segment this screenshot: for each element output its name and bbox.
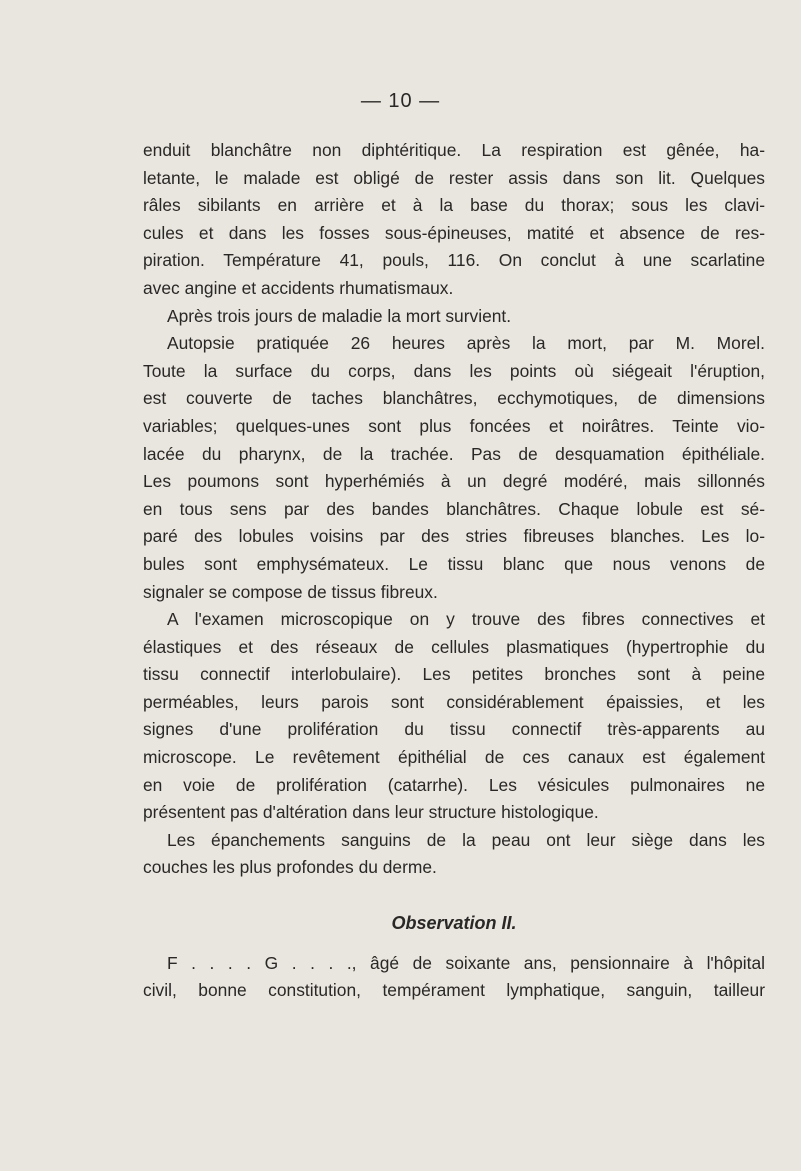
body-text [143, 137, 765, 1005]
text-line: Les épanchements sanguins de la peau ont leur siège dans les [167, 829, 765, 850]
paragraph [143, 606, 765, 827]
text-line: paré des lobules voisins par des stries fibreuses blanches. Les lo- [143, 526, 765, 547]
text-line: Autopsie pratiquée 26 heures après la mort, par M. Morel. [167, 333, 765, 354]
text-line: A l'examen microscopique on y trouve des fibres connectives et [167, 609, 765, 630]
text-line: Après trois jours de maladie la mort survient. [167, 305, 512, 326]
text-line: en voie de prolifération (catarrhe). Les vésicules pulmonaires ne [143, 774, 765, 795]
text-line: signes d'une prolifération du tissu connectif très-apparents au [143, 719, 765, 740]
text-line: Toute la surface du corps, dans les points où siégeait l'éruption, [143, 360, 765, 381]
text-line: signaler se compose de tissus fibreux. [143, 581, 438, 602]
paragraph [143, 330, 765, 606]
text-line: râles sibilants en arrière et à la base du thorax; sous les clavi- [143, 195, 765, 216]
text-line: lacée du pharynx, de la trachée. Pas de desquamation épithéliale. [143, 443, 765, 464]
text-line: cules et dans les fosses sous-épineuses, matité et absence de res- [143, 222, 765, 243]
text-line: couches les plus profondes du derme. [143, 857, 437, 878]
text-line: variables; quelques-unes sont plus foncées et noirâtres. Teinte vio- [143, 415, 765, 436]
paragraph [143, 303, 765, 331]
text-line: bules sont emphysémateux. Le tissu blanc que nous venons de [143, 553, 765, 574]
text-line: en tous sens par des bandes blanchâtres. Chaque lobule est sé- [143, 498, 765, 519]
observation-heading: Observation II. [391, 913, 517, 934]
text-line: avec angine et accidents rhumatismaux. [143, 277, 454, 298]
text-line: élastiques et des réseaux de cellules plasmatiques (hypertrophie du [143, 636, 765, 657]
paragraph [143, 137, 765, 303]
text-line: est couverte de taches blanchâtres, ecchymotiques, de dimensions [143, 388, 765, 409]
text-line: civil, bonne constitution, tempérament lymphatique, sanguin, tailleur [143, 980, 765, 1001]
paragraph [143, 827, 765, 882]
text-line: Les poumons sont hyperhémiés à un degré modéré, mais sillonnés [143, 471, 765, 492]
text-line: piration. Température 41, pouls, 116. On conclut à une scarlatine [143, 250, 765, 271]
text-line: microscope. Le revêtement épithélial de ces canaux est également [143, 747, 765, 768]
text-line: F . . . . G . . . ., âgé de soixante ans, pensionnaire à l'hôpital [167, 952, 765, 973]
text-line: perméables, leurs parois sont considérablement épaissies, et les [143, 691, 765, 712]
text-line: tissu connectif interlobulaire). Les petites bronches sont à peine [143, 664, 765, 685]
text-line: enduit blanchâtre non diphtéritique. La respiration est gênée, ha- [143, 140, 765, 160]
text-line: letante, le malade est obligé de rester assis dans son lit. Quelques [143, 167, 765, 188]
paragraph [143, 950, 765, 1005]
page-number: — 10 — [360, 90, 441, 112]
text-line: présentent pas d'altération dans leur structure histologique. [143, 802, 599, 823]
